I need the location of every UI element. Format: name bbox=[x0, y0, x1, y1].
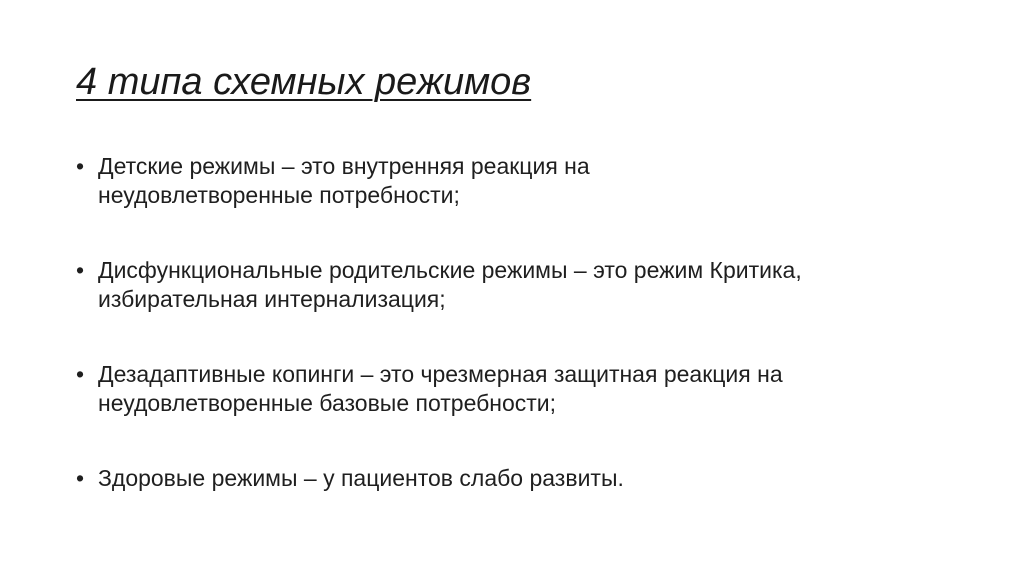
list-item bbox=[76, 360, 976, 464]
bullet-icon: • bbox=[76, 153, 85, 179]
bullet-text-line: Здоровые режимы – у пациентов слабо развиты. bbox=[98, 465, 624, 491]
list-item bbox=[76, 256, 976, 360]
bullet-icon: • bbox=[76, 257, 85, 283]
list-item bbox=[76, 464, 976, 568]
list-item bbox=[76, 152, 976, 256]
bullet-text-line: Дисфункциональные родительские режимы – это режим Критика, bbox=[98, 257, 802, 283]
bullet-icon: • bbox=[76, 465, 85, 491]
bullet-text-line: избирательная интернализация; bbox=[98, 286, 446, 312]
slide-title: 4 типа схемных режимов bbox=[76, 61, 532, 103]
bullet-text-line: неудовлетворенные базовые потребности; bbox=[98, 390, 557, 416]
bullet-list bbox=[76, 152, 976, 568]
bullet-icon: • bbox=[76, 361, 85, 387]
bullet-text-line: Дезадаптивные копинги – это чрезмерная защитная реакция на bbox=[98, 361, 783, 387]
bullet-text-line: неудовлетворенные потребности; bbox=[98, 182, 460, 208]
bullet-text-line: Детские режимы – это внутренняя реакция на bbox=[98, 153, 590, 179]
